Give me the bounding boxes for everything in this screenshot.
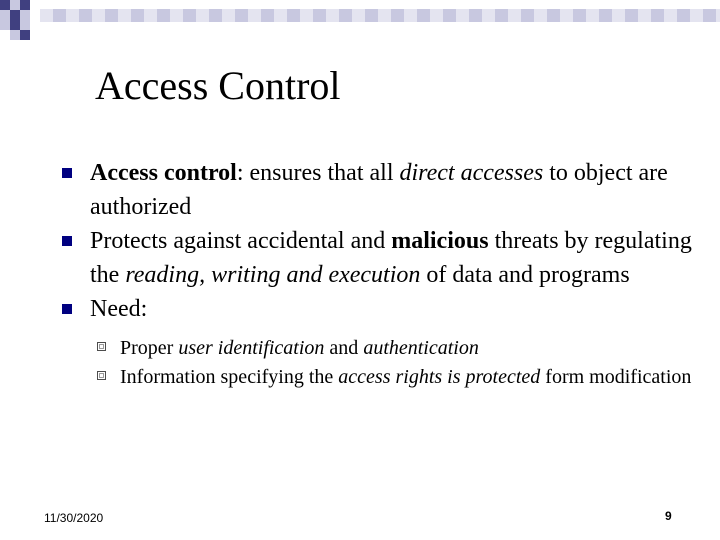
bullet-text: threats by regulating the <box>90 228 692 288</box>
square-bullet-icon <box>62 304 72 314</box>
sub-bullet-user-identification <box>97 334 702 363</box>
bullet-text: of data and programs <box>420 262 630 288</box>
decorative-square <box>261 9 274 22</box>
bullet-italic-text: reading, writing and execution <box>125 262 421 288</box>
decorative-square <box>20 0 30 10</box>
sub-bullet-text: form modification <box>540 366 692 388</box>
hollow-square-bullet-icon <box>97 371 106 380</box>
decorative-square <box>625 9 638 22</box>
decorative-square <box>248 9 261 22</box>
decorative-square <box>716 9 720 22</box>
decorative-square <box>157 9 170 22</box>
decorative-square <box>92 9 105 22</box>
decorative-square <box>287 9 300 22</box>
decorative-square <box>508 9 521 22</box>
decorative-square <box>651 9 664 22</box>
decorative-square <box>599 9 612 22</box>
bullet-bold-text: malicious <box>391 228 489 254</box>
decorative-square <box>664 9 677 22</box>
decorative-square <box>170 9 183 22</box>
decorative-square <box>20 10 30 20</box>
bullet-access-control <box>62 156 702 224</box>
decorative-square <box>274 9 287 22</box>
decorative-square <box>326 9 339 22</box>
decorative-square <box>131 9 144 22</box>
decorative-square <box>222 9 235 22</box>
footer-date: 11/30/2020 <box>44 511 104 525</box>
decorative-square <box>300 9 313 22</box>
decorative-square <box>365 9 378 22</box>
bullet-protects <box>62 224 702 292</box>
decorative-square <box>352 9 365 22</box>
decorative-square <box>586 9 599 22</box>
sub-bullet-text: and <box>324 337 364 359</box>
decorative-square <box>547 9 560 22</box>
decorative-square <box>443 9 456 22</box>
decorative-square <box>339 9 352 22</box>
bullet-text: Need: <box>90 296 148 322</box>
sub-bullet-list <box>97 334 702 392</box>
decorative-square <box>0 10 10 20</box>
decorative-square <box>404 9 417 22</box>
sub-bullet-italic-text: user identification <box>178 337 325 359</box>
bullet-italic-text: direct accesses <box>399 160 544 186</box>
decorative-square <box>521 9 534 22</box>
decorative-square <box>209 9 222 22</box>
decorative-square <box>10 10 20 20</box>
decorative-square <box>560 9 573 22</box>
decorative-square <box>495 9 508 22</box>
square-bullet-icon <box>62 236 72 246</box>
sub-bullet-access-rights <box>97 363 702 392</box>
decorative-square <box>196 9 209 22</box>
decorative-square <box>10 20 20 30</box>
decorative-square <box>10 0 20 10</box>
hollow-square-bullet-icon <box>97 342 106 351</box>
decorative-square <box>469 9 482 22</box>
bullet-need <box>62 292 702 326</box>
decorative-header-squares <box>0 0 720 48</box>
bullet-list <box>62 156 702 392</box>
decorative-square <box>235 9 248 22</box>
decorative-square <box>183 9 196 22</box>
decorative-square <box>456 9 469 22</box>
decorative-square <box>391 9 404 22</box>
decorative-square <box>378 9 391 22</box>
bullet-text: : ensures that all <box>236 160 400 186</box>
decorative-square <box>482 9 495 22</box>
decorative-square <box>417 9 430 22</box>
decorative-square <box>105 9 118 22</box>
decorative-square <box>66 9 79 22</box>
slide-title: Access Control <box>95 63 341 108</box>
decorative-square <box>313 9 326 22</box>
decorative-square <box>0 20 10 30</box>
decorative-square <box>690 9 703 22</box>
decorative-square <box>0 0 10 10</box>
decorative-square <box>20 20 30 30</box>
bullet-text: to object are authorized <box>90 160 668 220</box>
decorative-square <box>53 9 66 22</box>
decorative-square <box>677 9 690 22</box>
sub-bullet-text: Information specifying the <box>120 366 339 388</box>
decorative-square <box>703 9 716 22</box>
bullet-text: Protects against accidental and <box>90 228 392 254</box>
decorative-square <box>20 30 30 40</box>
sub-bullet-text: Proper <box>120 337 179 359</box>
sub-bullet-italic-text: access rights is protected <box>338 366 541 388</box>
decorative-square <box>573 9 586 22</box>
decorative-square <box>638 9 651 22</box>
sub-bullet-italic-text: authentication <box>363 337 479 359</box>
square-bullet-icon <box>62 168 72 178</box>
decorative-square <box>430 9 443 22</box>
decorative-square <box>144 9 157 22</box>
decorative-square <box>10 30 20 40</box>
decorative-square <box>118 9 131 22</box>
decorative-square <box>612 9 625 22</box>
page-number: 9 <box>665 509 672 523</box>
decorative-square <box>534 9 547 22</box>
decorative-square <box>79 9 92 22</box>
bullet-bold-text: Access control <box>90 160 237 186</box>
decorative-square <box>40 9 53 22</box>
